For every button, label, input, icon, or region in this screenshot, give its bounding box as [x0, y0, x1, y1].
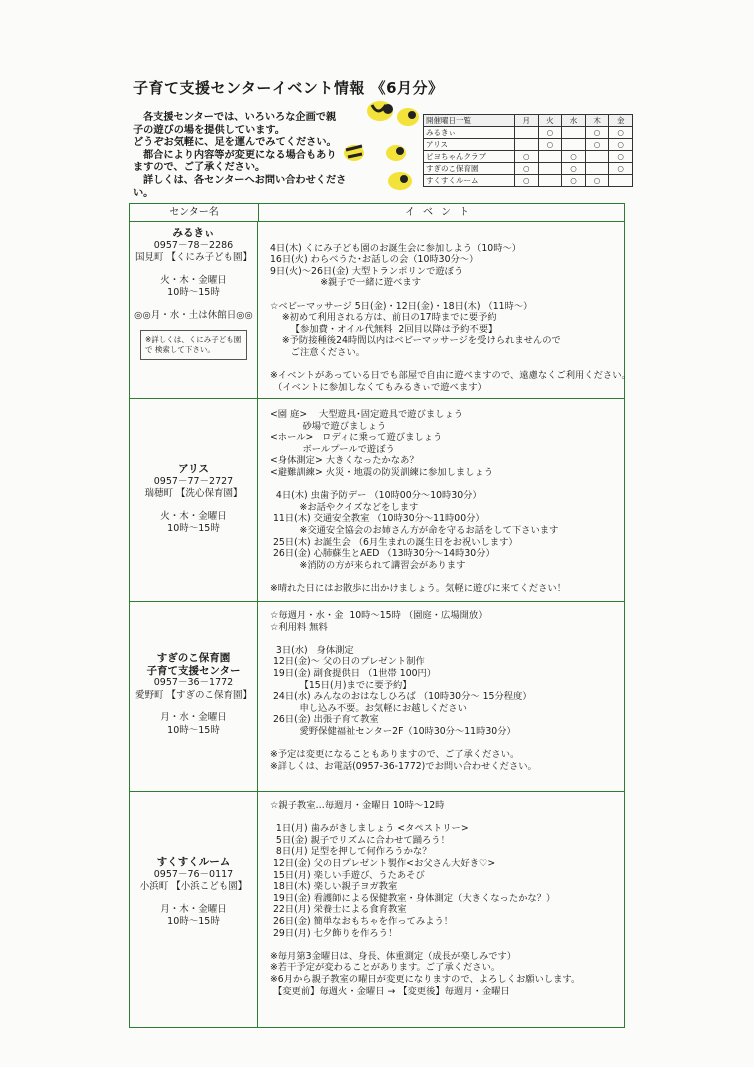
event-line: 8日(月) 足型を押して何作ろうかな？ [270, 846, 432, 858]
event-line: 5日(金) 親子でリズムに合わせて踊ろう！ [270, 834, 450, 846]
center-location: 小浜町 【小浜こども園】 [139, 881, 248, 892]
event-line: <園 庭> 大型遊具･固定遊具で遊びましょう [270, 409, 464, 420]
event-line: ※お話やクイズなどをします [270, 501, 419, 513]
event-line: 26日(金) 心肺蘇生とAED （13時30分～14時30分） [270, 548, 495, 560]
table-cell: ピヨちゃんクラブ [424, 151, 515, 163]
event-line: 12日(金)～ 父の日のプレゼント制作 [270, 656, 425, 668]
event-line: ☆利用料 無料 [270, 621, 328, 633]
event-line [270, 939, 624, 951]
event-line: 16日(火) わらべうた･お話しの会（10時30分～） [270, 254, 479, 266]
intro-line: 各支援センターでは、いろいろな企画で親 [143, 112, 337, 123]
table-cell [515, 139, 539, 151]
event-line: 19日(金) 看護師による保健教室・身体測定（大きくなったかな？） [270, 892, 556, 904]
table-cell: ○ [609, 163, 633, 175]
table-cell [515, 127, 539, 139]
events-table [129, 203, 631, 1028]
center-hours: 10時～15時 [167, 916, 220, 927]
intro-line: ますので、ご了承ください。 [133, 162, 266, 174]
center-section-alice [130, 399, 624, 602]
table-header-cell: 火 [538, 115, 562, 127]
bee-icon [388, 172, 412, 190]
center-name-header: センター名 [130, 204, 259, 221]
table-header-row [424, 115, 633, 127]
event-content [258, 792, 624, 1027]
event-line [270, 571, 624, 583]
event-line [270, 289, 624, 301]
center-phone: 0957－78－2286 [153, 239, 234, 251]
event-line: ボールプールで遊ぼう [270, 443, 395, 455]
event-line: 3日(水) 身体測定 [270, 644, 354, 656]
table-cell: ○ [515, 151, 539, 163]
center-info [130, 399, 258, 601]
event-line: 【参加費・オイル代無料 2回目以降は予約不要】 [270, 323, 498, 335]
event-line: 愛野保健福祉センター2F（10時30分～11時30分） [270, 725, 516, 737]
event-line: ※初めて利用される方は、前日の17時までに要予約 [270, 312, 497, 324]
center-section-sukusuku [130, 792, 624, 1027]
event-line: （イベントに参加しなくてもみるきぃで遊べます） [270, 381, 487, 393]
event-line: 12日(金) 父の日プレゼント製作<お父さん大好き♡> [270, 857, 496, 869]
center-days: 月・水・金曜日 [160, 712, 227, 723]
search-note [140, 330, 247, 360]
bee-icon [397, 108, 419, 126]
event-line: 26日(金) 出張子育て教室 [270, 714, 379, 726]
center-info [130, 602, 258, 791]
center-days: 火・木・金曜日 [160, 274, 227, 286]
center-location: 愛野町 【すぎのこ保育園】 [134, 689, 253, 701]
event-line [270, 633, 624, 645]
event-line: 4日(木) 虫歯予防デー （10時00分～10時30分） [270, 490, 482, 502]
event-line: 【変更前】毎週火・金曜日 → 【変更後】毎週月・金曜日 [270, 985, 510, 997]
event-line: 11日(木) 交通安全教室 （10時30分～11時00分） [270, 513, 485, 525]
table-cell: すぎのこ保育園 [424, 163, 515, 175]
event-line: 29日(月) 七夕飾りを作ろう！ [270, 927, 398, 939]
bee-illustration-icon [320, 95, 430, 195]
table-cell [562, 127, 586, 139]
event-line: 26日(金) 簡単なおもちゃを作ってみよう！ [270, 915, 454, 927]
event-line: <身体測定> 大きくなったかなあ？ [270, 455, 419, 467]
events-header-row [130, 204, 624, 222]
weekday-schedule-table [423, 114, 633, 187]
event-line: 25日(木) お誕生会 （6月生まれの誕生日をお祝いします） [270, 536, 518, 548]
table-cell [538, 151, 562, 163]
event-line [270, 479, 624, 491]
table-header-cell: 金 [609, 115, 633, 127]
bee-icon [386, 145, 406, 161]
table-cell [585, 163, 609, 175]
note-line: ※詳しくは、くにみ子ども園 [145, 335, 242, 344]
table-cell: すくすくルーム [424, 175, 515, 187]
center-info [130, 221, 258, 398]
center-hours: 10時～15時 [167, 724, 220, 736]
event-line: ※イベントがあっている日でも部屋で自由に遊べますので、遠慮なくご利用ください。 [270, 370, 631, 382]
intro-line: い。 [133, 187, 154, 199]
event-header: イベント [405, 207, 477, 218]
center-phone: 0957－77－2727 [153, 475, 234, 487]
event-line: ※消防の方が来られて講習会があります [270, 559, 466, 571]
event-line [270, 812, 624, 824]
table-header-cell: 水 [562, 115, 586, 127]
event-line: 1日(月) 歯みがきしましょう <タペストリー> [270, 823, 469, 835]
event-content [258, 399, 624, 601]
center-phone: 0957－76－0117 [153, 868, 234, 880]
center-name: みるきぃ [172, 227, 215, 239]
event-line: ※予定は変更になることもありますので、ご了承ください。 [270, 749, 520, 761]
bee-icon [344, 145, 364, 161]
table-header-cell: 木 [585, 115, 609, 127]
note-line: で 検索して下さい。 [145, 345, 215, 354]
center-days: 火・木・金曜日 [160, 510, 227, 522]
center-section-milky [130, 221, 631, 399]
table-cell: アリス [424, 139, 515, 151]
table-header-cell: 開催曜日一覧 [424, 115, 515, 127]
event-line: 9日(火)～26日(金) 大型トランポリンで遊ぼう [270, 265, 464, 277]
table-cell [585, 151, 609, 163]
table-cell: ○ [562, 151, 586, 163]
table-cell: ○ [609, 151, 633, 163]
table-cell: ○ [609, 127, 633, 139]
table-cell: みるきぃ [424, 127, 515, 139]
table-row [424, 175, 633, 187]
center-subname: 子育て支援センター [146, 664, 241, 677]
event-line: 18日(木) 楽しい親子ヨガ教室 [270, 881, 398, 893]
intro-line: 都合により内容等が変更になる場合もあり [143, 149, 337, 161]
bee-icon [367, 101, 393, 121]
table-cell: ○ [562, 175, 586, 187]
event-line: 申し込み不要。お気軽にお越しください [270, 702, 467, 714]
table-row [424, 139, 633, 151]
event-line: ※毎月第3金曜日は、身長、体重測定（成長が楽しみです） [270, 950, 517, 962]
center-phone: 0957－36－1772 [153, 677, 234, 688]
event-line: ※若干予定が変わることがあります。ご了承ください。 [270, 962, 501, 974]
table-cell: ○ [585, 139, 609, 151]
event-content [258, 221, 631, 398]
event-line: 15日(月) 楽しい手遊び、うたあそび [270, 869, 425, 881]
event-line: <避難訓練> 火災・地震の防災訓練に参加しましょう [270, 466, 494, 478]
event-line: ☆毎週月・水・金 10時～15時 （園庭・広場開放） [270, 610, 488, 621]
table-row [424, 151, 633, 163]
table-row [424, 127, 633, 139]
table-cell: ○ [609, 139, 633, 151]
table-cell: ○ [538, 139, 562, 151]
intro-line: どうぞお気軽に、足を運んでみてください。 [133, 137, 337, 149]
center-days: 月・木・金曜日 [160, 903, 227, 915]
event-line: 19日(金) 副食提供日 （1世帯 100円） [270, 667, 437, 679]
event-line: 【15日(月)までに要予約】 [270, 679, 412, 691]
center-hours: 10時～15時 [167, 287, 220, 298]
center-name: すくすくルーム [156, 856, 231, 868]
table-cell [538, 163, 562, 175]
event-line: 22日(月) 栄養士による食育教室 [270, 904, 407, 916]
table-cell: ○ [562, 163, 586, 175]
table-cell: ○ [538, 127, 562, 139]
event-line: 砂場で遊びましょう [270, 420, 387, 432]
event-line: ※6月から親子教室の曜日が変更になりますので、よろしくお願いします。 [270, 973, 581, 985]
event-line: ☆ベビーマッサージ 5日(金)・12日(金)・18日(木) （11時～） [270, 300, 533, 312]
event-line [270, 738, 624, 750]
intro-line: 子の遊びの場を提供しています。 [133, 124, 285, 136]
event-line: 24日(水) みんなのおはなしひろば （10時30分～ 15分程度） [270, 691, 532, 703]
event-line: ※予防接種後24時間以内はベビーマッサージを受けられませんので [270, 335, 561, 347]
event-line: <ホール> ロディに乗って遊びましょう [270, 432, 443, 444]
center-info [130, 792, 258, 1027]
intro-line: 詳しくは、各センターへお問い合わせくださ [143, 174, 347, 186]
table-header-cell: 月 [515, 115, 539, 127]
center-name: アリス [178, 463, 209, 475]
event-line: ☆親子教室…毎週月・金曜日 10時～12時 [270, 800, 445, 811]
page-title: 子育て支援センターイベント情報 《6月分》 [133, 79, 444, 97]
center-section-suginoko [130, 602, 624, 792]
event-content [258, 602, 624, 791]
table-cell: ○ [515, 163, 539, 175]
event-line: ご注意ください。 [270, 346, 366, 358]
table-cell: ○ [585, 127, 609, 139]
event-line: ※親子で一緒に遊べます [270, 277, 421, 289]
center-hours: 10時～15時 [167, 523, 220, 534]
table-cell [562, 139, 586, 151]
table-cell [609, 175, 633, 187]
center-name: すぎのこ保育園 [156, 652, 231, 664]
center-location: 国見町 【くにみ子ども園】 [134, 252, 253, 263]
table-cell: ○ [585, 175, 609, 187]
event-line: 4日(木) くにみ子ども園のお誕生会に参加しよう（10時～） [270, 242, 522, 254]
center-closed-days: ◎◎月・水・土は休館日◎◎ [134, 309, 253, 321]
center-location: 瑞穂町 【洗心保育園】 [144, 488, 243, 499]
table-cell [538, 175, 562, 187]
table-cell: ○ [515, 175, 539, 187]
event-line [270, 359, 624, 371]
event-line: ※詳しくは、お電話(0957-36-1772)でお問い合わせください。 [270, 760, 537, 772]
event-line: ※交通安全協会のお姉さん方が命を守るお話をして下さいます [270, 524, 559, 536]
table-row [424, 163, 633, 175]
event-line [270, 231, 624, 243]
event-line: ※晴れた日にはお散歩に出かけましょう。気軽に遊びに来てください！ [270, 582, 566, 594]
